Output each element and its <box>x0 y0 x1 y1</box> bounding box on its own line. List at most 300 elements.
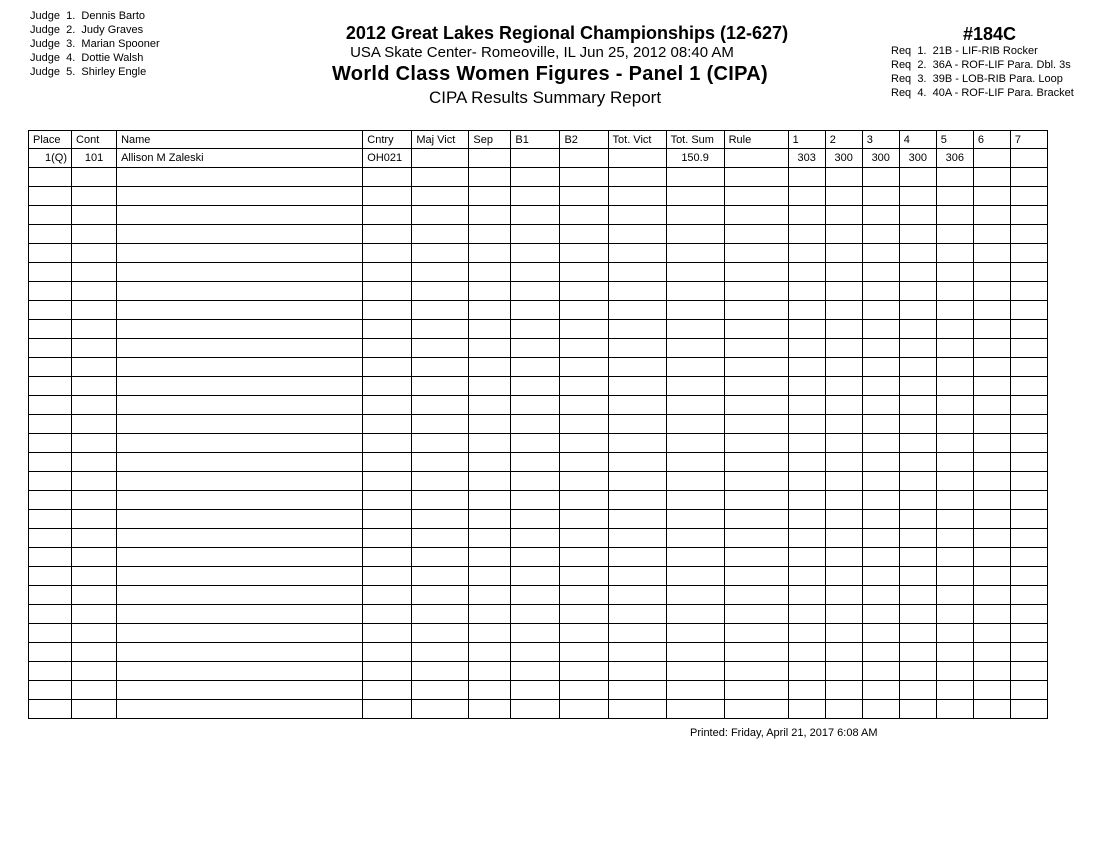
empty-cell <box>666 320 724 339</box>
empty-cell <box>724 206 788 225</box>
empty-cell <box>72 282 117 301</box>
empty-cell <box>724 339 788 358</box>
empty-cell <box>469 681 511 700</box>
empty-cell <box>788 339 825 358</box>
empty-cell <box>973 301 1010 320</box>
empty-cell <box>608 415 666 434</box>
empty-cell <box>412 605 469 624</box>
empty-cell <box>973 320 1010 339</box>
empty-cell <box>560 282 608 301</box>
empty-cell <box>29 206 72 225</box>
empty-cell <box>469 586 511 605</box>
empty-cell <box>899 187 936 206</box>
empty-cell <box>724 548 788 567</box>
empty-cell <box>117 643 363 662</box>
empty-cell <box>560 491 608 510</box>
col-header: 1 <box>788 131 825 149</box>
empty-cell <box>560 244 608 263</box>
empty-cell <box>1010 510 1047 529</box>
empty-cell <box>72 586 117 605</box>
empty-cell <box>72 377 117 396</box>
empty-cell <box>469 282 511 301</box>
judge-score-cell: 303 <box>788 149 825 168</box>
empty-cell <box>825 358 862 377</box>
empty-cell <box>29 662 72 681</box>
empty-cell <box>936 453 973 472</box>
empty-cell <box>666 263 724 282</box>
empty-cell <box>511 510 560 529</box>
empty-cell <box>560 263 608 282</box>
empty-cell <box>560 377 608 396</box>
empty-cell <box>973 225 1010 244</box>
empty-cell <box>72 415 117 434</box>
empty-cell <box>1010 700 1047 719</box>
empty-cell <box>608 168 666 187</box>
empty-cell <box>724 700 788 719</box>
empty-cell <box>117 434 363 453</box>
empty-cell <box>412 548 469 567</box>
judge-score-cell <box>1010 149 1047 168</box>
empty-cell <box>788 263 825 282</box>
empty-cell <box>511 396 560 415</box>
empty-cell <box>117 358 363 377</box>
empty-cell <box>608 282 666 301</box>
empty-cell <box>117 206 363 225</box>
empty-cell <box>560 548 608 567</box>
empty-cell <box>412 339 469 358</box>
empty-cell <box>608 662 666 681</box>
empty-cell <box>469 206 511 225</box>
empty-cell <box>724 187 788 206</box>
empty-cell <box>1010 320 1047 339</box>
empty-cell <box>899 396 936 415</box>
empty-cell <box>412 662 469 681</box>
empty-cell <box>724 377 788 396</box>
requirement-text: 36A - ROF-LIF Para. Dbl. 3s <box>932 59 1071 71</box>
empty-cell <box>825 548 862 567</box>
empty-cell <box>973 491 1010 510</box>
table-row-empty <box>29 529 1048 548</box>
empty-cell <box>862 567 899 586</box>
empty-cell <box>788 681 825 700</box>
requirements-list <box>891 44 1074 100</box>
empty-cell <box>666 168 724 187</box>
table-row-empty <box>29 301 1048 320</box>
table-row-empty <box>29 396 1048 415</box>
requirement-row <box>891 72 1074 86</box>
empty-cell <box>117 491 363 510</box>
empty-cell <box>363 282 412 301</box>
empty-cell <box>936 396 973 415</box>
empty-cell <box>973 472 1010 491</box>
empty-cell <box>862 700 899 719</box>
empty-cell <box>29 529 72 548</box>
empty-cell <box>469 225 511 244</box>
report-title: CIPA Results Summary Report <box>428 88 662 107</box>
event-title: World Class Women Figures - Panel 1 (CIPA) <box>331 63 768 85</box>
empty-cell <box>666 700 724 719</box>
empty-cell <box>608 263 666 282</box>
empty-cell <box>29 548 72 567</box>
empty-cell <box>973 662 1010 681</box>
empty-cell <box>724 301 788 320</box>
empty-cell <box>973 681 1010 700</box>
empty-cell <box>412 491 469 510</box>
empty-cell <box>936 548 973 567</box>
requirement-number: 4. <box>917 87 927 99</box>
empty-cell <box>1010 206 1047 225</box>
empty-cell <box>936 624 973 643</box>
empty-cell <box>788 206 825 225</box>
empty-cell <box>862 301 899 320</box>
empty-cell <box>560 700 608 719</box>
empty-cell <box>560 301 608 320</box>
empty-cell <box>29 187 72 206</box>
judge-score-cell: 306 <box>936 149 973 168</box>
empty-cell <box>973 206 1010 225</box>
empty-cell <box>560 586 608 605</box>
empty-cell <box>412 643 469 662</box>
empty-cell <box>412 472 469 491</box>
empty-cell <box>825 244 862 263</box>
empty-cell <box>72 472 117 491</box>
empty-cell <box>825 396 862 415</box>
empty-cell <box>29 358 72 377</box>
empty-cell <box>511 282 560 301</box>
empty-cell <box>666 491 724 510</box>
empty-cell <box>363 624 412 643</box>
empty-cell <box>862 225 899 244</box>
judge-name: Shirley Engle <box>81 66 147 78</box>
empty-cell <box>72 320 117 339</box>
empty-cell <box>666 662 724 681</box>
requirement-label: Req <box>891 59 912 71</box>
empty-cell <box>608 510 666 529</box>
empty-cell <box>608 206 666 225</box>
empty-cell <box>608 377 666 396</box>
empty-cell <box>29 320 72 339</box>
empty-cell <box>825 168 862 187</box>
empty-cell <box>511 358 560 377</box>
empty-cell <box>511 491 560 510</box>
empty-cell <box>1010 662 1047 681</box>
empty-cell <box>936 643 973 662</box>
empty-cell <box>511 301 560 320</box>
empty-cell <box>29 624 72 643</box>
empty-cell <box>666 624 724 643</box>
table-row-empty <box>29 320 1048 339</box>
empty-cell <box>666 472 724 491</box>
empty-cell <box>973 453 1010 472</box>
empty-cell <box>788 662 825 681</box>
empty-cell <box>724 358 788 377</box>
empty-cell <box>511 244 560 263</box>
empty-cell <box>973 529 1010 548</box>
empty-cell <box>724 244 788 263</box>
empty-cell <box>511 529 560 548</box>
empty-cell <box>862 586 899 605</box>
empty-cell <box>363 244 412 263</box>
empty-cell <box>511 339 560 358</box>
empty-cell <box>29 282 72 301</box>
name-cell: Allison M Zaleski <box>117 149 363 168</box>
judge-row <box>30 51 160 65</box>
empty-cell <box>825 225 862 244</box>
place-cell: 1(Q) <box>29 149 72 168</box>
country-cell: OH021 <box>363 149 412 168</box>
judge-label: Judge <box>30 24 60 36</box>
empty-cell <box>825 491 862 510</box>
empty-cell <box>724 510 788 529</box>
empty-cell <box>72 453 117 472</box>
empty-cell <box>469 301 511 320</box>
empty-cell <box>469 453 511 472</box>
empty-cell <box>936 529 973 548</box>
empty-cell <box>72 339 117 358</box>
empty-cell <box>469 396 511 415</box>
empty-cell <box>724 320 788 339</box>
col-header: Place <box>29 131 72 149</box>
empty-cell <box>862 510 899 529</box>
judge-number: 4. <box>66 52 76 64</box>
empty-cell <box>899 681 936 700</box>
empty-cell <box>862 605 899 624</box>
empty-cell <box>1010 187 1047 206</box>
empty-cell <box>936 282 973 301</box>
empty-cell <box>412 700 469 719</box>
empty-cell <box>666 187 724 206</box>
empty-cell <box>862 358 899 377</box>
empty-cell <box>363 320 412 339</box>
col-header: Tot. Vict <box>608 131 666 149</box>
empty-cell <box>936 681 973 700</box>
empty-cell <box>560 187 608 206</box>
requirement-number: 3. <box>917 73 927 85</box>
empty-cell <box>469 263 511 282</box>
empty-cell <box>608 434 666 453</box>
requirement-row <box>891 58 1074 72</box>
empty-cell <box>511 377 560 396</box>
requirement-row <box>891 86 1074 100</box>
empty-cell <box>724 434 788 453</box>
empty-cell <box>862 206 899 225</box>
empty-cell <box>363 301 412 320</box>
empty-cell <box>899 244 936 263</box>
empty-cell <box>825 301 862 320</box>
empty-cell <box>973 263 1010 282</box>
empty-cell <box>936 244 973 263</box>
empty-cell <box>72 358 117 377</box>
empty-cell <box>72 605 117 624</box>
table-row-empty <box>29 586 1048 605</box>
empty-cell <box>666 206 724 225</box>
empty-cell <box>788 358 825 377</box>
col-header: 4 <box>899 131 936 149</box>
empty-cell <box>936 301 973 320</box>
tot-sum-cell: 150.9 <box>666 149 724 168</box>
cont-cell: 101 <box>72 149 117 168</box>
empty-cell <box>788 187 825 206</box>
empty-cell <box>1010 358 1047 377</box>
empty-cell <box>825 415 862 434</box>
empty-cell <box>724 643 788 662</box>
empty-cell <box>412 396 469 415</box>
empty-cell <box>825 472 862 491</box>
table-row-empty <box>29 187 1048 206</box>
empty-cell <box>899 282 936 301</box>
empty-cell <box>511 206 560 225</box>
table-row-empty <box>29 567 1048 586</box>
empty-cell <box>117 681 363 700</box>
judge-number: 5. <box>66 66 76 78</box>
empty-cell <box>825 434 862 453</box>
empty-cell <box>899 662 936 681</box>
empty-cell <box>469 377 511 396</box>
judge-name: Dottie Walsh <box>81 52 144 64</box>
empty-cell <box>412 529 469 548</box>
empty-cell <box>469 168 511 187</box>
requirement-text: 39B - LOB-RIB Para. Loop <box>932 73 1063 85</box>
empty-cell <box>825 320 862 339</box>
empty-cell <box>608 548 666 567</box>
col-header: Maj Vict <box>412 131 469 149</box>
empty-cell <box>862 529 899 548</box>
empty-cell <box>363 529 412 548</box>
empty-cell <box>560 624 608 643</box>
empty-cell <box>862 662 899 681</box>
tot-vict-cell <box>608 149 666 168</box>
empty-cell <box>666 377 724 396</box>
table-row-empty <box>29 662 1048 681</box>
judge-score-cell: 300 <box>862 149 899 168</box>
empty-cell <box>973 605 1010 624</box>
empty-cell <box>936 206 973 225</box>
empty-cell <box>862 339 899 358</box>
table-row-empty <box>29 491 1048 510</box>
empty-cell <box>511 681 560 700</box>
requirement-number: 1. <box>917 45 927 57</box>
empty-cell <box>469 700 511 719</box>
judge-number: 2. <box>66 24 76 36</box>
table-row-empty <box>29 681 1048 700</box>
empty-cell <box>724 282 788 301</box>
empty-cell <box>560 567 608 586</box>
judge-label: Judge <box>30 38 60 50</box>
empty-cell <box>469 415 511 434</box>
empty-cell <box>511 605 560 624</box>
empty-cell <box>666 415 724 434</box>
empty-cell <box>560 605 608 624</box>
empty-cell <box>862 320 899 339</box>
empty-cell <box>825 605 862 624</box>
empty-cell <box>973 643 1010 662</box>
empty-cell <box>788 491 825 510</box>
empty-cell <box>117 662 363 681</box>
judge-score-cell <box>973 149 1010 168</box>
judge-number: 1. <box>66 10 76 22</box>
empty-cell <box>412 434 469 453</box>
empty-cell <box>511 662 560 681</box>
empty-cell <box>511 415 560 434</box>
empty-cell <box>666 586 724 605</box>
empty-cell <box>788 548 825 567</box>
table-row-empty <box>29 263 1048 282</box>
empty-cell <box>363 548 412 567</box>
empty-cell <box>666 681 724 700</box>
empty-cell <box>825 662 862 681</box>
empty-cell <box>788 510 825 529</box>
empty-cell <box>666 605 724 624</box>
empty-cell <box>469 358 511 377</box>
empty-cell <box>936 700 973 719</box>
empty-cell <box>363 510 412 529</box>
empty-cell <box>1010 225 1047 244</box>
empty-cell <box>412 301 469 320</box>
empty-cell <box>117 453 363 472</box>
empty-cell <box>1010 586 1047 605</box>
empty-cell <box>608 605 666 624</box>
empty-cell <box>973 244 1010 263</box>
empty-cell <box>29 510 72 529</box>
empty-cell <box>469 472 511 491</box>
empty-cell <box>608 643 666 662</box>
empty-cell <box>862 396 899 415</box>
empty-cell <box>560 225 608 244</box>
empty-cell <box>1010 168 1047 187</box>
empty-cell <box>29 415 72 434</box>
empty-cell <box>72 206 117 225</box>
empty-cell <box>973 282 1010 301</box>
empty-cell <box>724 491 788 510</box>
empty-cell <box>899 415 936 434</box>
empty-cell <box>936 358 973 377</box>
empty-cell <box>724 263 788 282</box>
empty-cell <box>117 225 363 244</box>
empty-cell <box>788 415 825 434</box>
col-header: Tot. Sum <box>666 131 724 149</box>
col-header: Name <box>117 131 363 149</box>
empty-cell <box>72 510 117 529</box>
empty-cell <box>608 320 666 339</box>
empty-cell <box>825 282 862 301</box>
empty-cell <box>469 567 511 586</box>
empty-cell <box>511 187 560 206</box>
empty-cell <box>862 548 899 567</box>
empty-cell <box>899 624 936 643</box>
empty-cell <box>724 624 788 643</box>
empty-cell <box>788 434 825 453</box>
empty-cell <box>469 339 511 358</box>
empty-cell <box>936 662 973 681</box>
empty-cell <box>862 244 899 263</box>
table-row <box>29 149 1048 168</box>
empty-cell <box>825 624 862 643</box>
empty-cell <box>511 548 560 567</box>
competition-title: 2012 Great Lakes Regional Championships (12-627) <box>345 23 789 43</box>
empty-cell <box>862 624 899 643</box>
empty-cell <box>117 339 363 358</box>
requirement-text: 21B - LIF-RIB Rocker <box>932 45 1038 57</box>
empty-cell <box>412 624 469 643</box>
report-header <box>250 22 850 109</box>
empty-cell <box>29 225 72 244</box>
empty-cell <box>29 567 72 586</box>
judge-row <box>30 9 160 23</box>
empty-cell <box>469 510 511 529</box>
empty-cell <box>560 472 608 491</box>
b2-cell <box>560 149 608 168</box>
empty-cell <box>899 225 936 244</box>
